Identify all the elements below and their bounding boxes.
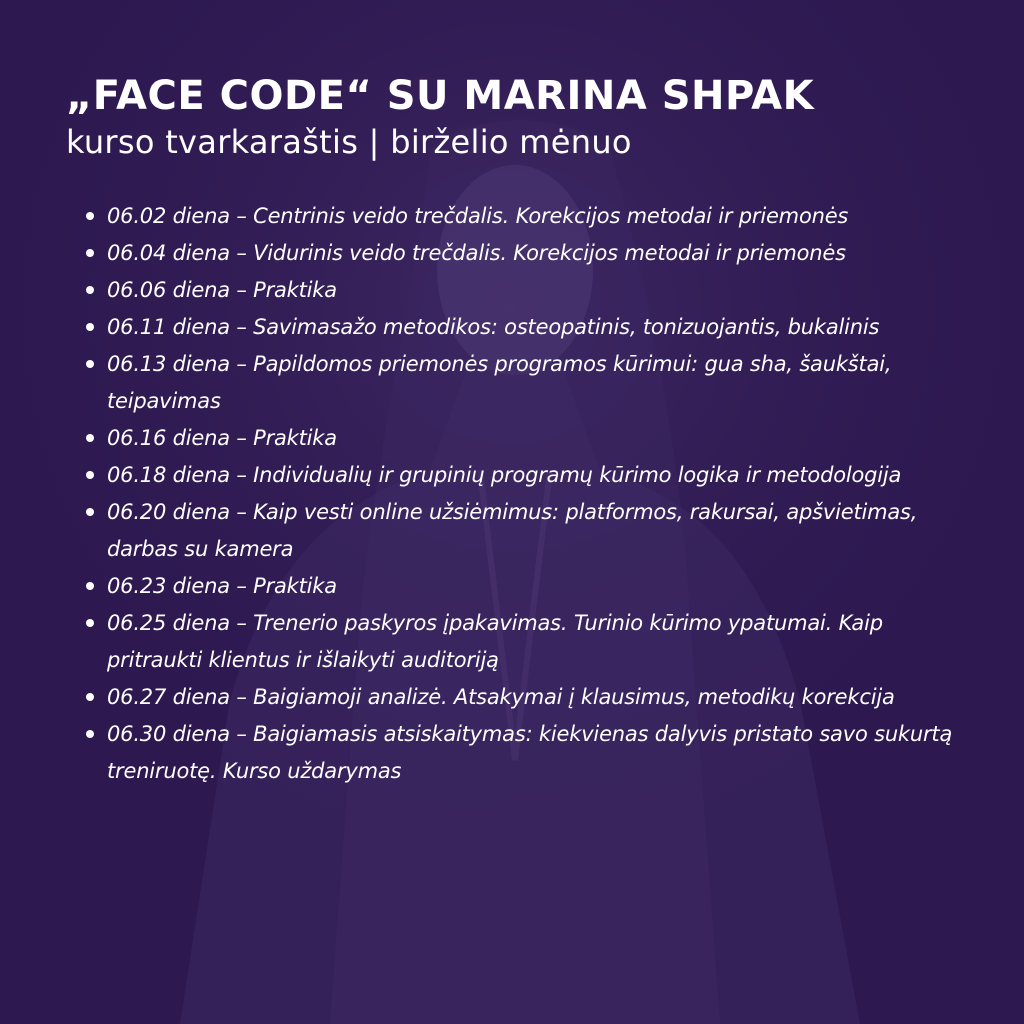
schedule-list	[86, 198, 956, 790]
bullet-dot-icon	[86, 619, 94, 627]
content	[66, 70, 966, 783]
page-title: „FACE CODE“ SU MARINA SHPAK	[66, 73, 815, 119]
schedule-item-text: 06.27 diena – Baigiamoji analizė. Atsakymai į klausimus, metodikų korekcija	[107, 685, 895, 709]
bullet-dot-icon	[86, 730, 94, 738]
schedule-item	[86, 679, 956, 716]
bullet-dot-icon	[86, 508, 94, 516]
bullet-dot-icon	[86, 286, 94, 294]
schedule-item-text: 06.04 diena – Vidurinis veido trečdalis. Korekcijos metodai ir priemonės	[107, 241, 846, 265]
bullet-dot-icon	[86, 434, 94, 442]
bullet-dot-icon	[86, 212, 94, 220]
schedule-item-text: 06.11 diena – Savimasažo metodikos: osteopatinis, tonizuojantis, bukalinis	[107, 315, 880, 339]
schedule-item	[86, 272, 956, 309]
schedule-item-text: 06.20 diena – Kaip vesti online užsiėmimus: platformos, rakursai, apšvietimas, darbas su kamera	[107, 500, 918, 561]
schedule-item-text: 06.06 diena – Praktika	[107, 278, 337, 302]
schedule-item-text: 06.23 diena – Praktika	[107, 574, 337, 598]
schedule-item	[86, 346, 956, 420]
schedule-item-text: 06.16 diena – Praktika	[107, 426, 337, 450]
schedule-item	[86, 605, 956, 679]
schedule-item	[86, 198, 956, 235]
bullet-dot-icon	[86, 582, 94, 590]
schedule-item-text: 06.25 diena – Trenerio paskyros įpakavimas. Turinio kūrimo ypatumai. Kaip pritraukti klientus ir išlaikyti auditoriją	[107, 611, 883, 672]
bullet-dot-icon	[86, 323, 94, 331]
page-subtitle: kurso tvarkaraštis | birželio mėnuo	[66, 123, 632, 161]
schedule-item-text: 06.30 diena – Baigiamasis atsiskaitymas: kiekvienas dalyvis pristato savo sukurtą treniruotę. Kurso uždarymas	[107, 722, 953, 783]
schedule-item-text: 06.02 diena – Centrinis veido trečdalis. Korekcijos metodai ir priemonės	[107, 204, 849, 228]
schedule-item	[86, 457, 956, 494]
schedule-item	[86, 309, 956, 346]
schedule-item	[86, 494, 956, 568]
schedule-item-text: 06.18 diena – Individualių ir grupinių programų kūrimo logika ir metodologija	[107, 463, 902, 487]
bullet-dot-icon	[86, 249, 94, 257]
bullet-dot-icon	[86, 471, 94, 479]
schedule-item	[86, 235, 956, 272]
bullet-dot-icon	[86, 693, 94, 701]
schedule-item	[86, 716, 956, 790]
schedule-item-text: 06.13 diena – Papildomos priemonės programos kūrimui: gua sha, šaukštai, teipavimas	[107, 352, 892, 413]
schedule-item	[86, 568, 956, 605]
schedule-item	[86, 420, 956, 457]
bullet-dot-icon	[86, 360, 94, 368]
